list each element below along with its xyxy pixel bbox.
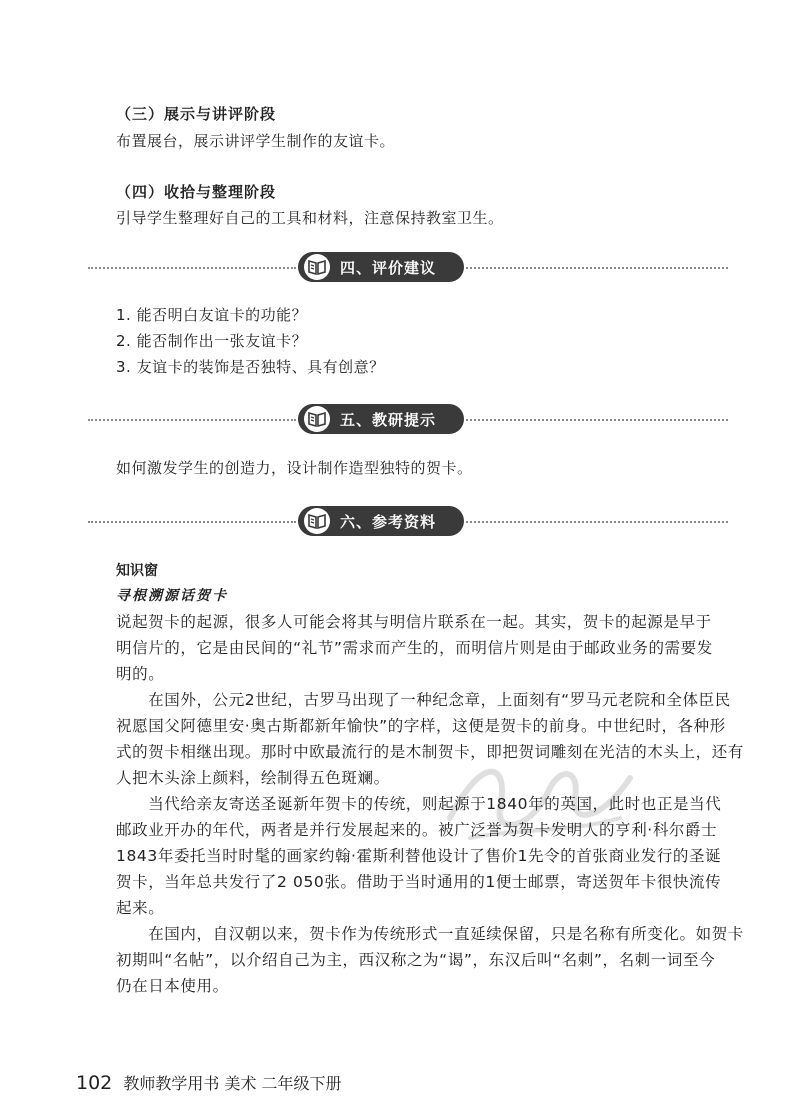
body-line: 式的贺卡相继出现。那时中欧最流行的是木制贺卡，即把贺词雕刻在光洁的木头上，还有	[116, 743, 744, 761]
dotted-rule-right	[466, 419, 728, 421]
article-subheading: 寻根溯源话贺卡	[116, 588, 228, 604]
book-icon	[304, 254, 330, 280]
banner-label: 四、评价建议	[340, 259, 437, 277]
body-line: 1843年委托当时时髦的画家约翰·霍斯利替他设计了售价1先令的首张商业发行的圣诞	[116, 847, 722, 865]
section-display-text: 布置展台，展示讲评学生制作的友谊卡。	[116, 132, 396, 150]
body-line: 仍在日本使用。	[116, 977, 229, 995]
banner-evaluation	[88, 252, 728, 284]
evaluation-item: 3. 友谊卡的装饰是否独特、具有创意？	[116, 358, 385, 376]
banner-pill	[298, 506, 464, 536]
knowledge-window-heading: 知识窗	[116, 563, 158, 579]
dotted-rule-left	[88, 521, 296, 523]
page-number: 102	[76, 1072, 113, 1094]
research-text: 如何激发学生的创造力，设计制作造型独特的贺卡。	[116, 459, 473, 477]
body-line: 说起贺卡的起源，很多人可能会将其与明信片联系在一起。其实，贺卡的起源是早于	[116, 613, 712, 631]
book-title: 教师教学用书 美术 二年级下册	[123, 1074, 342, 1093]
body-line: 人把木头涂上颜料，绘制得五色斑斓。	[116, 769, 390, 787]
dotted-rule-right	[466, 521, 728, 523]
page-footer	[76, 1071, 342, 1094]
body-line: 明信片的，它是由民间的“礼节”需求而产生的，而明信片则是由于邮政业务的需要发	[116, 639, 713, 657]
body-line: 在国外，公元2世纪，古罗马出现了一种纪念章，上面刻有“罗马元老院和全体臣民	[116, 691, 731, 709]
dotted-rule-left	[88, 267, 296, 269]
section-cleanup-title: （四）收拾与整理阶段	[116, 183, 277, 201]
body-line: 起来。	[116, 899, 165, 917]
section-display-title: （三）展示与讲评阶段	[116, 105, 277, 123]
book-icon	[304, 406, 330, 432]
body-line: 初期叫“名帖”，以介绍自己为主，西汉称之为“谒”，东汉后叫“名刺”，名刺一词至今	[116, 951, 716, 969]
evaluation-item: 1. 能否明白友谊卡的功能？	[116, 306, 308, 324]
body-line: 贺卡，当年总共发行了2 050张。借助于当时通用的1便士邮票，寄送贺年卡很快流传	[116, 873, 722, 891]
dotted-rule-left	[88, 419, 296, 421]
body-line: 邮政业开办的年代，两者是并行发展起来的。被广泛誉为贺卡发明人的亨利·科尔爵士	[116, 821, 718, 839]
evaluation-item: 2. 能否制作出一张友谊卡？	[116, 332, 308, 350]
banner-label: 五、教研提示	[340, 411, 437, 429]
body-line: 在国内，自汉朝以来，贺卡作为传统形式一直延续保留，只是名称有所变化。如贺卡	[116, 925, 744, 943]
section-cleanup-text: 引导学生整理好自己的工具和材料，注意保持教室卫生。	[116, 209, 504, 227]
banner-label: 六、参考资料	[340, 513, 437, 531]
book-icon	[304, 508, 330, 534]
banner-research	[88, 404, 728, 436]
banner-pill	[298, 404, 464, 434]
banner-reference	[88, 506, 728, 538]
body-line: 明的。	[116, 665, 165, 683]
dotted-rule-right	[466, 267, 728, 269]
banner-pill	[298, 252, 464, 282]
body-line: 当代给亲友寄送圣诞新年贺卡的传统，则起源于1840年的英国，此时也正是当代	[116, 795, 722, 813]
body-line: 祝愿国父阿德里安·奥古斯都新年愉快”的字样，这便是贺卡的前身。中世纪时，各种形	[116, 717, 726, 735]
